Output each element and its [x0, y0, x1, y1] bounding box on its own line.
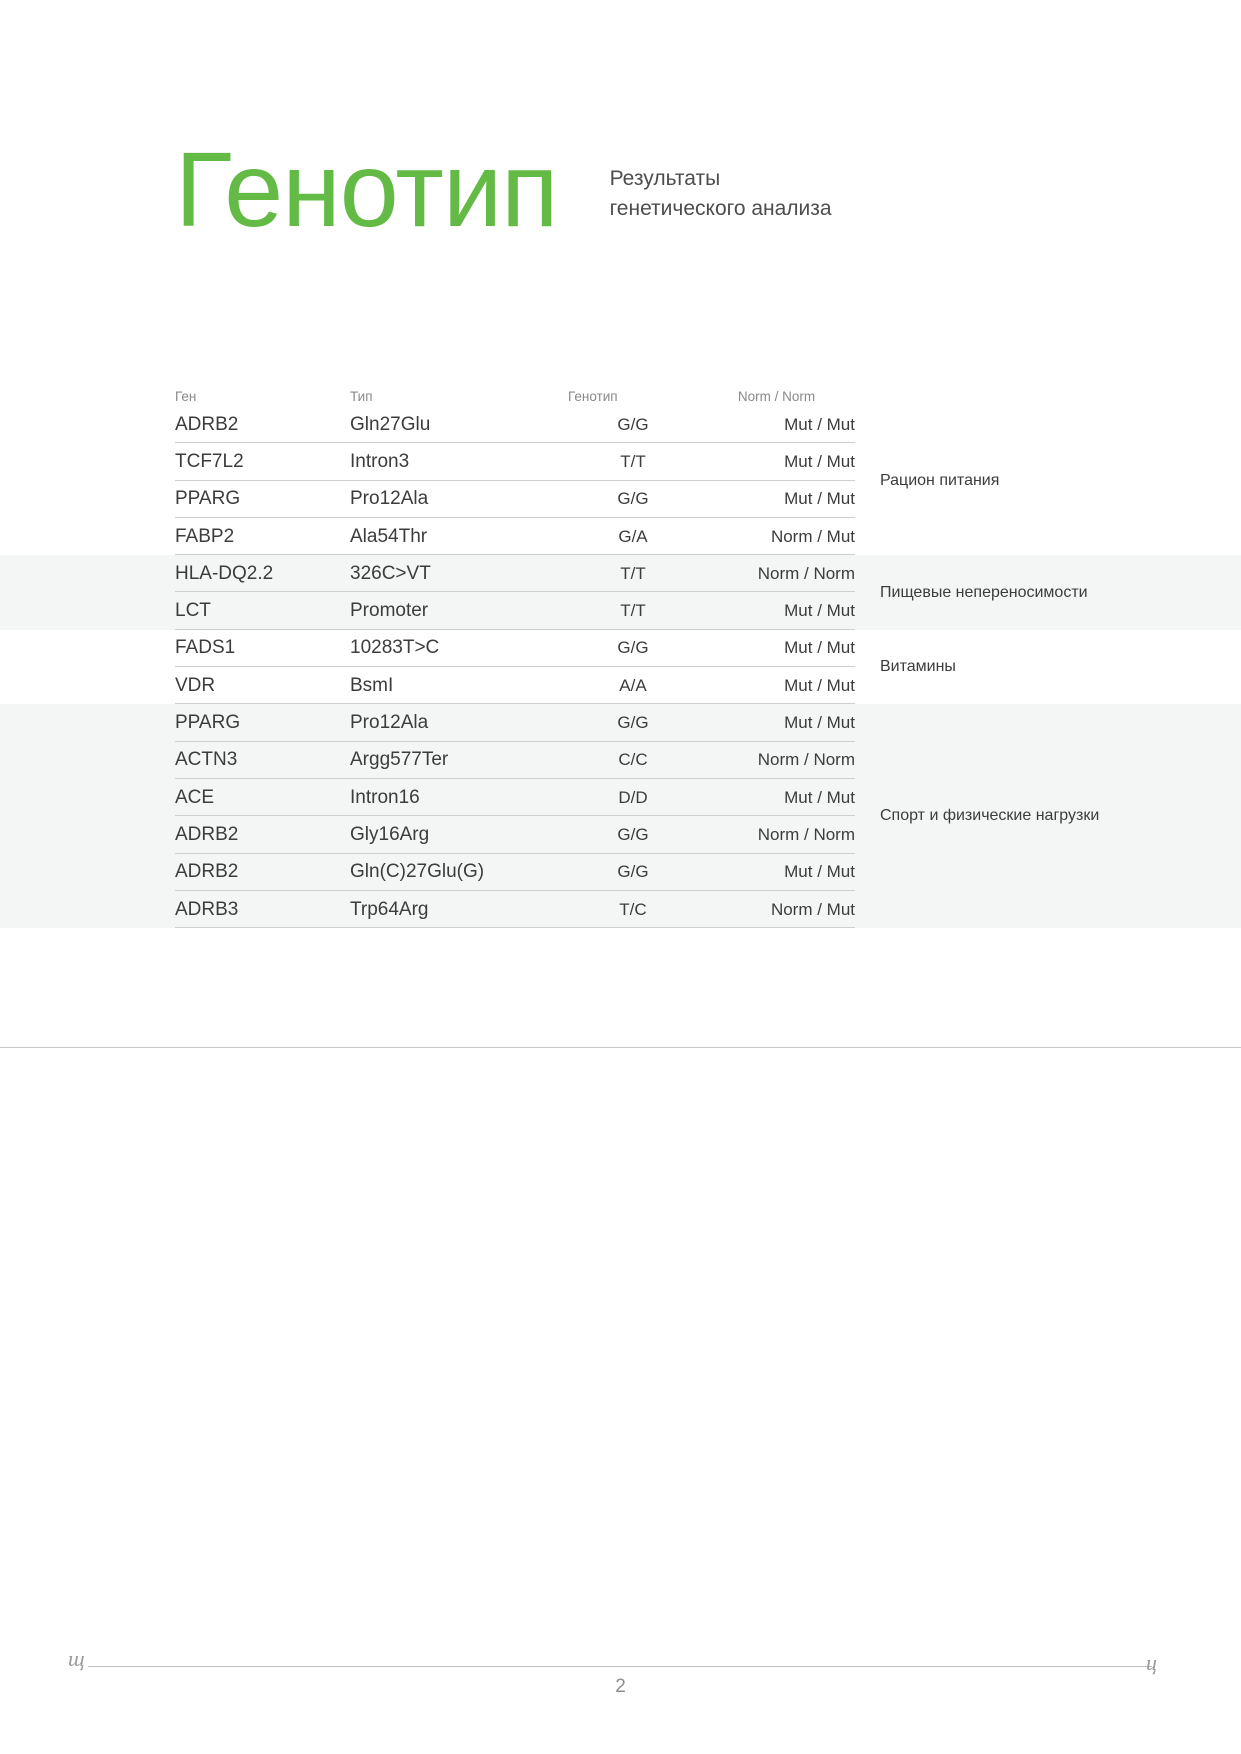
- table-row: [0, 406, 1241, 443]
- cell-gene: ACTN3: [175, 749, 238, 771]
- table-band: [0, 630, 1241, 705]
- table-row: [0, 891, 1241, 928]
- cell-genotype: G/G: [617, 824, 649, 844]
- cell-result: Mut / Mut: [784, 414, 855, 434]
- table-band: [0, 406, 1241, 555]
- cell-result: Mut / Mut: [784, 787, 855, 807]
- cell-genotype: C/C: [618, 750, 648, 770]
- cell-result: Norm / Mut: [770, 526, 855, 546]
- cell-genotype: D/D: [618, 787, 648, 807]
- cell-gene: ADRB2: [175, 861, 239, 883]
- document-subtitle: Результаты генетического анализа: [609, 167, 832, 220]
- cell-gene: VDR: [175, 674, 216, 696]
- column-header-genotype: Генотип: [568, 389, 618, 404]
- cell-type: Intron3: [350, 450, 410, 472]
- cell-type: Intron16: [350, 786, 420, 808]
- column-header-gene: Ген: [175, 389, 197, 404]
- cell-gene: PPARG: [175, 712, 241, 734]
- cell-genotype: T/T: [620, 563, 646, 583]
- table-row: [0, 443, 1241, 480]
- cell-gene: PPARG: [175, 488, 241, 510]
- table-row: [0, 481, 1241, 518]
- cell-result: Norm / Norm: [757, 824, 855, 844]
- document-header: [175, 131, 840, 249]
- cell-gene: ACE: [175, 786, 215, 808]
- row-underline: [175, 927, 855, 928]
- footer-rule: [88, 1666, 1152, 1667]
- cell-gene: FADS1: [175, 637, 236, 659]
- cell-genotype: T/C: [619, 899, 647, 919]
- table-row: [0, 854, 1241, 891]
- cell-type: BsmI: [350, 674, 394, 696]
- group-label: Спорт и физические нагрузки: [880, 807, 1100, 825]
- cell-result: Mut / Mut: [784, 489, 855, 509]
- cell-result: Mut / Mut: [784, 601, 855, 621]
- cell-gene: ADRB2: [175, 413, 239, 435]
- cell-type: Gln(C)27Glu(G): [350, 861, 485, 883]
- cell-type: Gln27Glu: [350, 413, 431, 435]
- cell-gene: FABP2: [175, 525, 235, 547]
- cell-genotype: T/T: [620, 451, 646, 471]
- cell-genotype: G/G: [617, 862, 649, 882]
- cell-result: Norm / Mut: [770, 899, 855, 919]
- cell-genotype: T/T: [620, 601, 646, 621]
- cell-result: Mut / Mut: [784, 451, 855, 471]
- group-label: Витамины: [880, 658, 956, 676]
- table-row: [0, 630, 1241, 667]
- page-footer: [0, 1636, 1241, 1696]
- cell-genotype: G/G: [617, 713, 649, 733]
- cell-type: 326C>VT: [350, 562, 431, 584]
- cell-type: Argg577Ter: [350, 749, 449, 771]
- brand-title: Генотип: [175, 131, 558, 249]
- table-header-row: [0, 378, 1241, 406]
- group-label: Рацион питания: [880, 471, 1000, 489]
- cell-type: Promoter: [350, 600, 429, 622]
- table-row: [0, 704, 1241, 741]
- genetic-results-table: [0, 378, 1241, 928]
- cell-gene: TCF7L2: [175, 450, 244, 472]
- column-header-type: Тип: [350, 389, 373, 404]
- cell-type: Pro12Ala: [350, 712, 429, 734]
- table-row: [0, 667, 1241, 704]
- cell-genotype: A/A: [619, 675, 647, 695]
- footer-left-ornament: щ: [68, 1646, 85, 1671]
- cell-type: 10283T>C: [350, 637, 440, 659]
- cell-type: Trp64Arg: [350, 898, 429, 920]
- cell-type: Ala54Thr: [350, 525, 428, 547]
- group-label: Пищевые непереносимости: [880, 583, 1088, 601]
- cell-result: Mut / Mut: [784, 675, 855, 695]
- cell-result: Mut / Mut: [784, 862, 855, 882]
- column-header-result: Norm / Norm: [737, 389, 816, 404]
- cell-gene: ADRB3: [175, 898, 239, 920]
- cell-gene: ADRB2: [175, 823, 239, 845]
- table-row: [0, 742, 1241, 779]
- cell-result: Mut / Mut: [784, 638, 855, 658]
- cell-genotype: G/G: [617, 638, 649, 658]
- cell-result: Norm / Norm: [757, 563, 855, 583]
- cell-genotype: G/A: [618, 526, 648, 546]
- section-divider: [0, 1047, 1241, 1048]
- cell-type: Pro12Ala: [350, 488, 429, 510]
- table-row: [0, 518, 1241, 555]
- footer-right-ornament: ц: [1146, 1650, 1157, 1675]
- cell-gene: HLA-DQ2.2: [175, 562, 274, 584]
- cell-result: Norm / Norm: [757, 750, 855, 770]
- cell-type: Gly16Arg: [350, 823, 430, 845]
- cell-gene: LCT: [175, 600, 211, 622]
- cell-genotype: G/G: [617, 489, 649, 509]
- page-number: 2: [615, 1676, 626, 1697]
- cell-result: Mut / Mut: [784, 713, 855, 733]
- cell-genotype: G/G: [617, 414, 649, 434]
